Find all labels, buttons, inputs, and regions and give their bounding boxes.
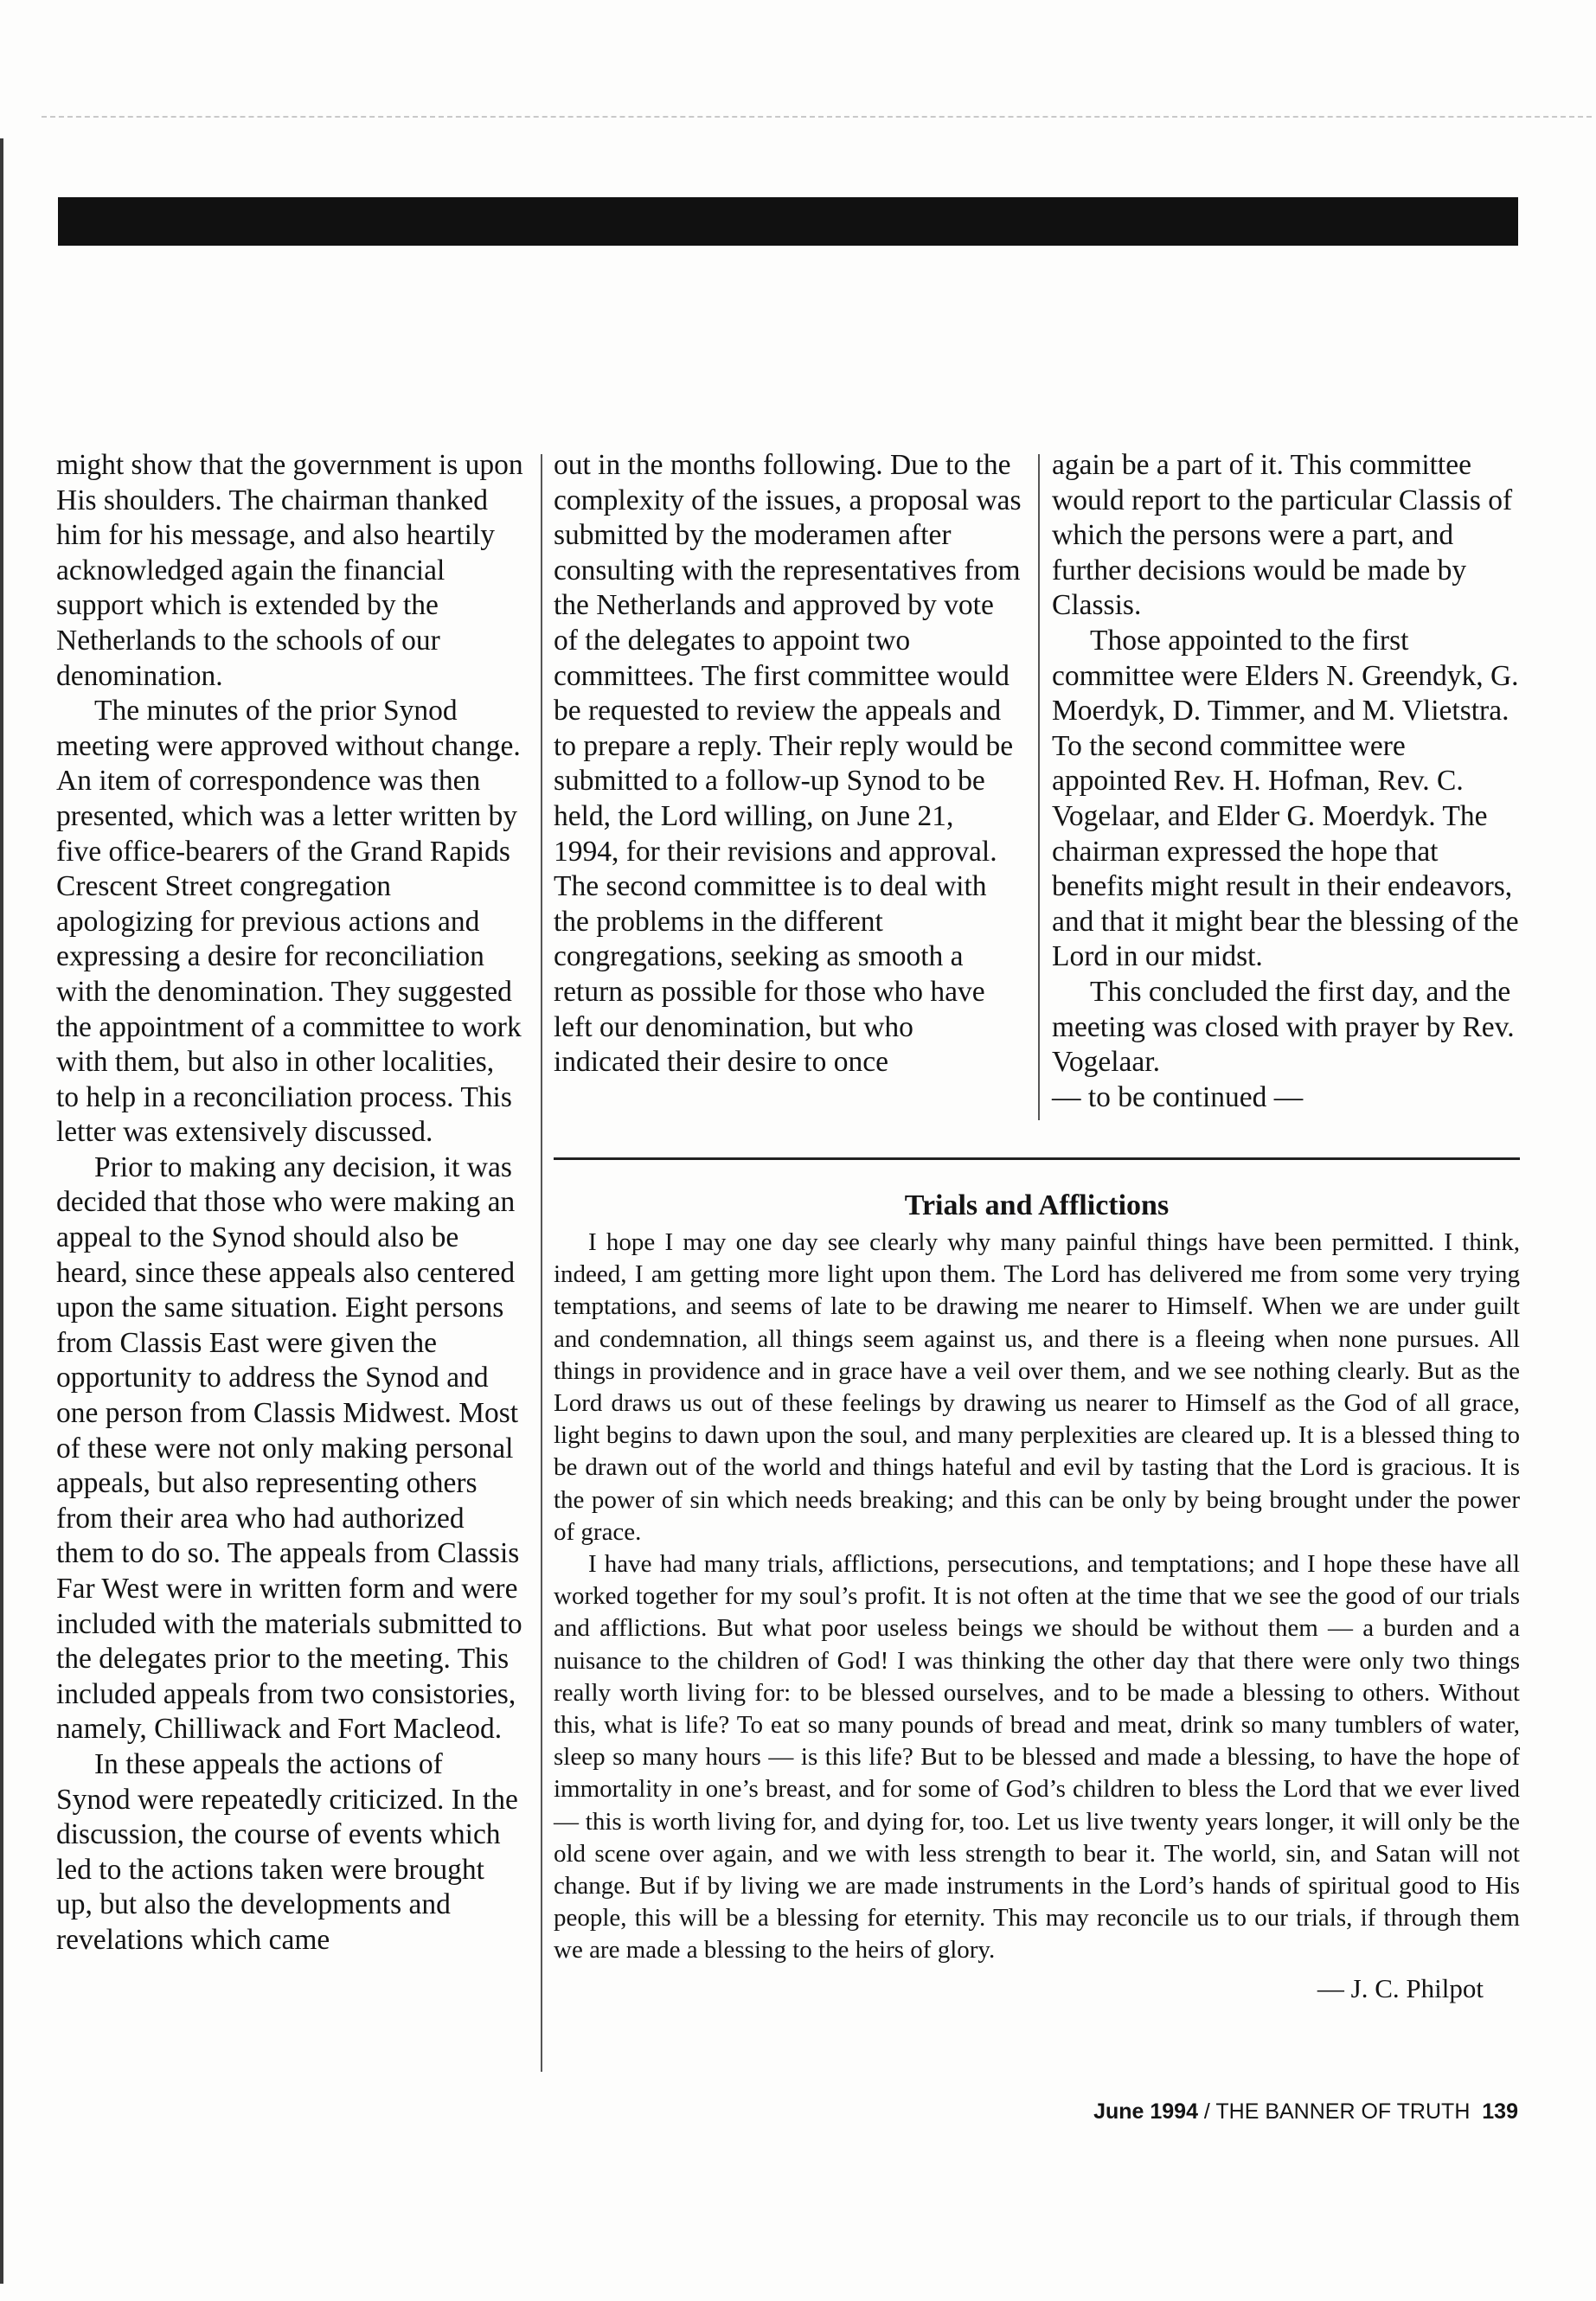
footer-page-number: 139 <box>1482 2099 1518 2124</box>
sidebar-body <box>554 1227 1520 1967</box>
scan-edge-shadow <box>0 138 3 2284</box>
sidebar-title: Trials and Afflictions <box>904 1189 1170 1221</box>
footer-separator: / <box>1197 2099 1216 2124</box>
column-divider-1 <box>541 454 542 2072</box>
article-column-1 <box>56 448 523 1958</box>
column1-paragraph-4: In these appeals the actions of Synod were repeatedly criticized. In the discussion, the course of events which led to the actions taken were brought up, but also the developments and revelations which came <box>56 1747 518 1956</box>
section-divider-rule <box>554 1157 1520 1160</box>
article-column-2 <box>554 448 1025 1080</box>
column-divider-2 <box>1038 454 1040 1120</box>
footer-date: June 1994 <box>1093 2099 1198 2124</box>
column1-paragraph-3: Prior to making any decision, it was decided that those who were making an appeal to the Synod should also be heard, since these appeals also centered upon the same situation. Eight persons from Classis East were given the opportunity to address the Synod and one person from Classis Midwest. Most of these were not only making personal appeals, but also representing others from their area who had authorized them to do so. The appeals from Classis Far West were in written form and were included with the materials submitted to the delegates prior to the meeting. This included appeals from two consistories, namely, Chilliwack and Fort Macleod. <box>56 1150 522 1746</box>
page-top-edge <box>42 116 1592 118</box>
header-black-bar <box>58 197 1518 246</box>
column1-paragraph-1: might show that the government is upon His shoulders. The chairman thanked him for his message, and also heartily acknowledged again the financial support which is extended by the Netherlands to the schools of our denomination. <box>56 449 523 692</box>
footer-publication: THE BANNER OF TRUTH <box>1215 2099 1471 2124</box>
sidebar-paragraph-1: I hope I may one day see clearly why many painful things have been permitted. I think, indeed, I am getting more light upon them. The Lord has delivered me from some very trying temptations, and seems of late to be drawing me nearer to Himself. When we are under guilt and condemnation, all things seem against us, and there is a fleeing when none pursues. All things in providence and in grace have a veil over them, and we see nothing clearly. But as the Lord draws us out of these feelings by drawing us nearer to Himself as the God of all grace, light begins to dawn upon the soul, and many perplexities are cleared up. It is a blessed thing to be drawn out of the world and things hateful and evil by tasting that the Lord is gracious. It is the power of sin which needs breaking; and this can be only by being brought under the power of grace. <box>554 1228 1520 1546</box>
column3-paragraph-3: This concluded the first day, and the meeting was closed with prayer by Rev. Vogelaar. <box>1052 975 1515 1079</box>
page-footer <box>900 2099 1518 2125</box>
column3-paragraph-1: again be a part of it. This committee would report to the particular Classis of which the persons were a part, and further decisions would be made by Classis. <box>1052 449 1513 622</box>
to-be-continued: — to be continued — <box>1052 1080 1304 1113</box>
column3-paragraph-2: Those appointed to the first committee were Elders N. Greendyk, G. Moerdyk, D. Timmer, and M. Vlietstra. To the second committee were appointed Rev. H. Hofman, Rev. C. Vogelaar, and Elder G. Moerdyk. The chairman expressed the hope that benefits might result in their endeavors, and that it might bear the blessing of the Lord in our midst. <box>1052 624 1519 973</box>
trials-sidebar <box>554 1185 1520 2007</box>
sidebar-attribution: — J. C. Philpot <box>1317 1972 1484 2003</box>
article-column-3 <box>1052 448 1519 1115</box>
sidebar-paragraph-2: I have had many trials, afflictions, persecutions, and temptations; and I hope these have all worked together for my soul’s profit. It is not often at the time that we see the good of our trials and afflictions. But what poor useless beings we should be without them — a burden and a nuisance to the children of God! I was thinking the other day that there were only two things really worth living for: to be blessed ourselves, and to be made a blessing to others. Without this, what is life? To eat so many pounds of bread and meat, drink so many tumblers of water, sleep so many hours — is this life? But to be blessed and made a blessing, to have the hope of immortality in one’s breast, and for some of God’s children to bless the Lord that we ever lived — this is worth living for, and dying for, too. Let us live twenty years longer, it will only be the old scene over again, and we with less strength to bear it. The world, sin, and Satan will not change. But if by living we are made instruments in the Lord’s hands of spiritual good to His people, this will be a blessing for eternity. This may reconcile us to our trials, if through them we are made a blessing to the heirs of glory. <box>554 1550 1520 1965</box>
column1-paragraph-2: The minutes of the prior Synod meeting were approved without change. An item of correspondence was then presented, which was a letter written by five office-bearers of the Grand Rapids Crescent Street congregation apologizing for previous actions and expressing a desire for reconciliation with the denomination. They suggested the appointment of a committee to work with them, but also in other localities, to help in a reconciliation process. This letter was extensively discussed. <box>56 695 522 1149</box>
column2-paragraph-1: out in the months following. Due to the complexity of the issues, a proposal was submitted by the moderamen after consulting with the representatives from the Netherlands and approved by vote of the delegates to appoint two committees. The first committee would be requested to review the appeals and to prepare a reply. Their reply would be submitted to a follow-up Synod to be held, the Lord willing, on June 21, 1994, for their revisions and approval. The second committee is to deal with the problems in the different congregations, seeking as smooth a return as possible for those who have left our denomination, but who indicated their desire to once <box>554 449 1022 1079</box>
